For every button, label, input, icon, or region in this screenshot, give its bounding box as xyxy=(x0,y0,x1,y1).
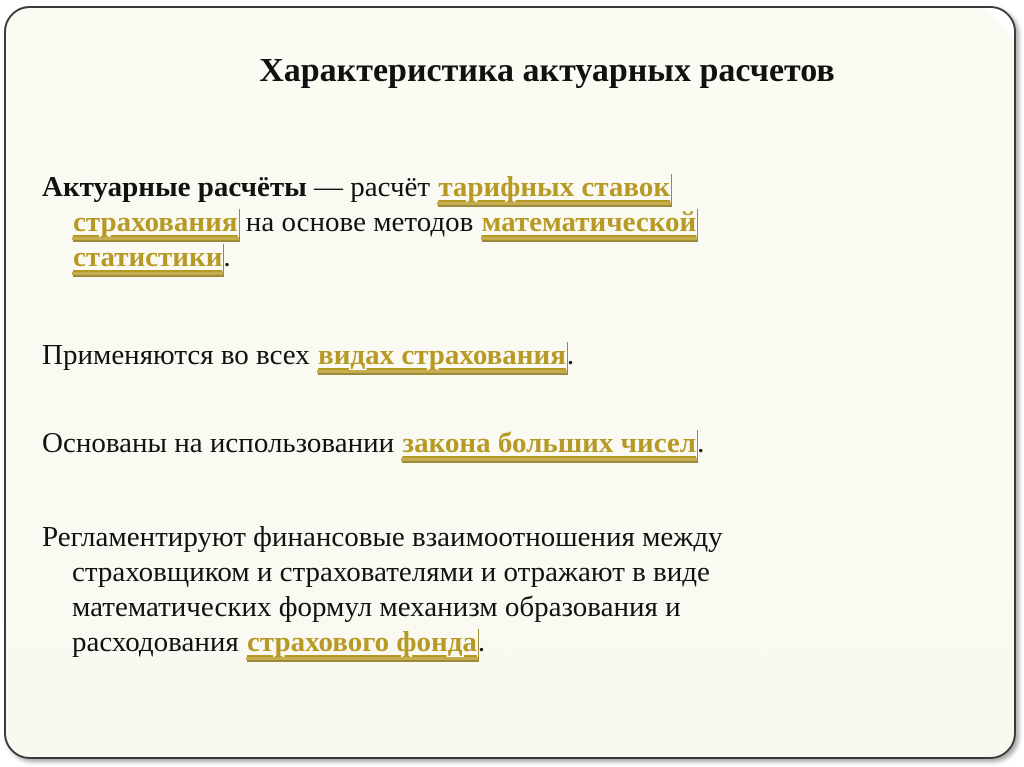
paragraph-regulate xyxy=(42,520,842,660)
slide xyxy=(4,6,1016,759)
paragraph-line: Регламентируют финансовые взаимоотношения между xyxy=(42,521,723,553)
page-fold-corner xyxy=(982,6,1016,40)
paragraph-based-on xyxy=(42,426,842,461)
paragraph-applied xyxy=(42,338,842,373)
paragraph-line xyxy=(42,625,842,660)
text: — расчёт xyxy=(306,171,438,203)
term-actuarial-calculations: Актуарные расчёты xyxy=(42,171,307,203)
link-law-of-large-numbers[interactable]: закона больших чисел xyxy=(402,427,697,459)
text: расходования xyxy=(72,626,246,658)
link-types-of-insurance[interactable]: видах страхования xyxy=(318,339,566,371)
link-tariff-rates[interactable]: тарифных ставок xyxy=(438,171,671,203)
text: на основе методов xyxy=(238,206,481,238)
link-insurance[interactable]: страхования xyxy=(73,206,238,238)
paragraph-line: страховщиком и страхователями и отражают в виде xyxy=(72,556,710,588)
paragraph-definition xyxy=(42,170,842,275)
period: . xyxy=(697,427,705,459)
link-statistics[interactable]: статистики xyxy=(73,241,223,273)
paragraph-line xyxy=(42,338,842,373)
paragraph-line xyxy=(42,240,842,275)
slide-title: Характеристика актуарных расчетов xyxy=(259,52,835,89)
text: Основаны на использовании xyxy=(42,427,402,459)
paragraph-line xyxy=(42,205,842,240)
period: . xyxy=(566,339,575,371)
link-mathematical[interactable]: математической xyxy=(481,206,697,238)
paragraph-line xyxy=(42,170,842,205)
link-insurance-fund[interactable]: страхового фонда xyxy=(247,626,477,658)
paragraph-line: математических формул механизм образования и xyxy=(72,591,681,623)
period: . xyxy=(477,626,486,658)
period: . xyxy=(223,241,231,273)
paragraph-line xyxy=(42,426,842,461)
text: Применяются во всех xyxy=(42,339,318,371)
